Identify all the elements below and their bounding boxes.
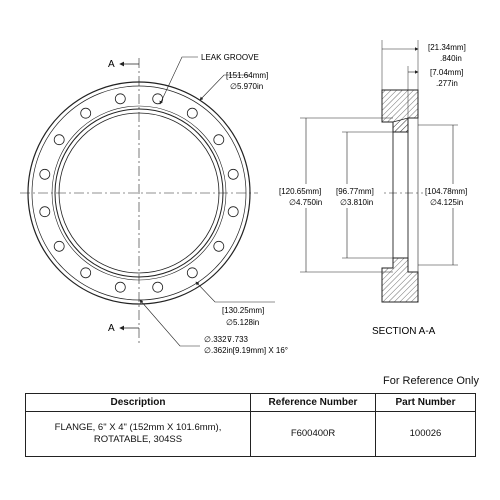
header-part-number: Part Number <box>376 394 476 412</box>
thickness-total-in: .840in <box>440 54 462 63</box>
section-marker-bottom: A <box>108 323 115 334</box>
cell-part-number: 100026 <box>376 412 476 457</box>
bolt-hole <box>81 108 91 118</box>
dim-left-in: ∅4.750in <box>289 198 323 207</box>
leak-groove-leader <box>160 57 198 104</box>
bolt-hole <box>81 268 91 278</box>
bolt-hole <box>54 135 64 145</box>
bolt-hole <box>187 268 197 278</box>
table-header-row <box>26 394 476 412</box>
bolt-hole <box>40 207 50 217</box>
bolt-hole <box>153 282 163 292</box>
bolt-hole <box>214 135 224 145</box>
hole-callout-line2: ∅.362in[9.19mm] X 16° <box>204 346 288 355</box>
bolt-hole <box>115 282 125 292</box>
bolt-hole <box>187 108 197 118</box>
section-bottom-body <box>382 258 418 302</box>
bolt-circle-mm: [130.25mm] <box>222 306 265 315</box>
description-line-2: ROTATABLE, 304SS <box>93 434 183 445</box>
dim-right-mm: [104.78mm] <box>425 187 468 196</box>
bolt-circle-leader <box>196 282 275 302</box>
thickness-step-mm: [7.04mm] <box>430 68 464 77</box>
leak-groove-label: LEAK GROOVE <box>201 53 259 62</box>
outer-diameter-mm: [151.64mm] <box>226 71 269 80</box>
bolt-hole <box>115 94 125 104</box>
outer-diameter-in: ∅5.970in <box>230 82 264 91</box>
bolt-hole <box>228 207 238 217</box>
hole-callout-line1: ∅.332⊽.733 <box>204 335 248 344</box>
hole-callout-leader <box>140 300 200 346</box>
thickness-step-in: .277in <box>436 79 458 88</box>
front-view <box>20 57 275 346</box>
dim-bore-mm: [96.77mm] <box>336 187 374 196</box>
bolt-circle-in: ∅5.128in <box>226 318 260 327</box>
thickness-total-mm: [21.34mm] <box>428 43 466 52</box>
dim-bore-in: ∅3.810in <box>340 198 374 207</box>
cell-description <box>26 412 251 457</box>
cell-reference-number: F600400R <box>251 412 376 457</box>
reference-note: For Reference Only <box>383 375 479 387</box>
bolt-hole <box>40 169 50 179</box>
description-line-1: FLANGE, 6" X 4" (152mm X 101.6mm), <box>54 422 222 433</box>
section-marker-top: A <box>108 59 115 70</box>
section-view <box>300 40 458 302</box>
bolt-hole <box>54 241 64 251</box>
header-reference-number: Reference Number <box>251 394 376 412</box>
parts-table <box>25 393 476 457</box>
dim-left-mm: [120.65mm] <box>279 187 322 196</box>
bolt-hole <box>153 94 163 104</box>
table-row <box>26 412 476 457</box>
header-description: Description <box>26 394 251 412</box>
dim-right-in: ∅4.125in <box>430 198 464 207</box>
bolt-hole <box>228 169 238 179</box>
section-title: SECTION A-A <box>372 326 436 337</box>
bolt-hole <box>214 241 224 251</box>
